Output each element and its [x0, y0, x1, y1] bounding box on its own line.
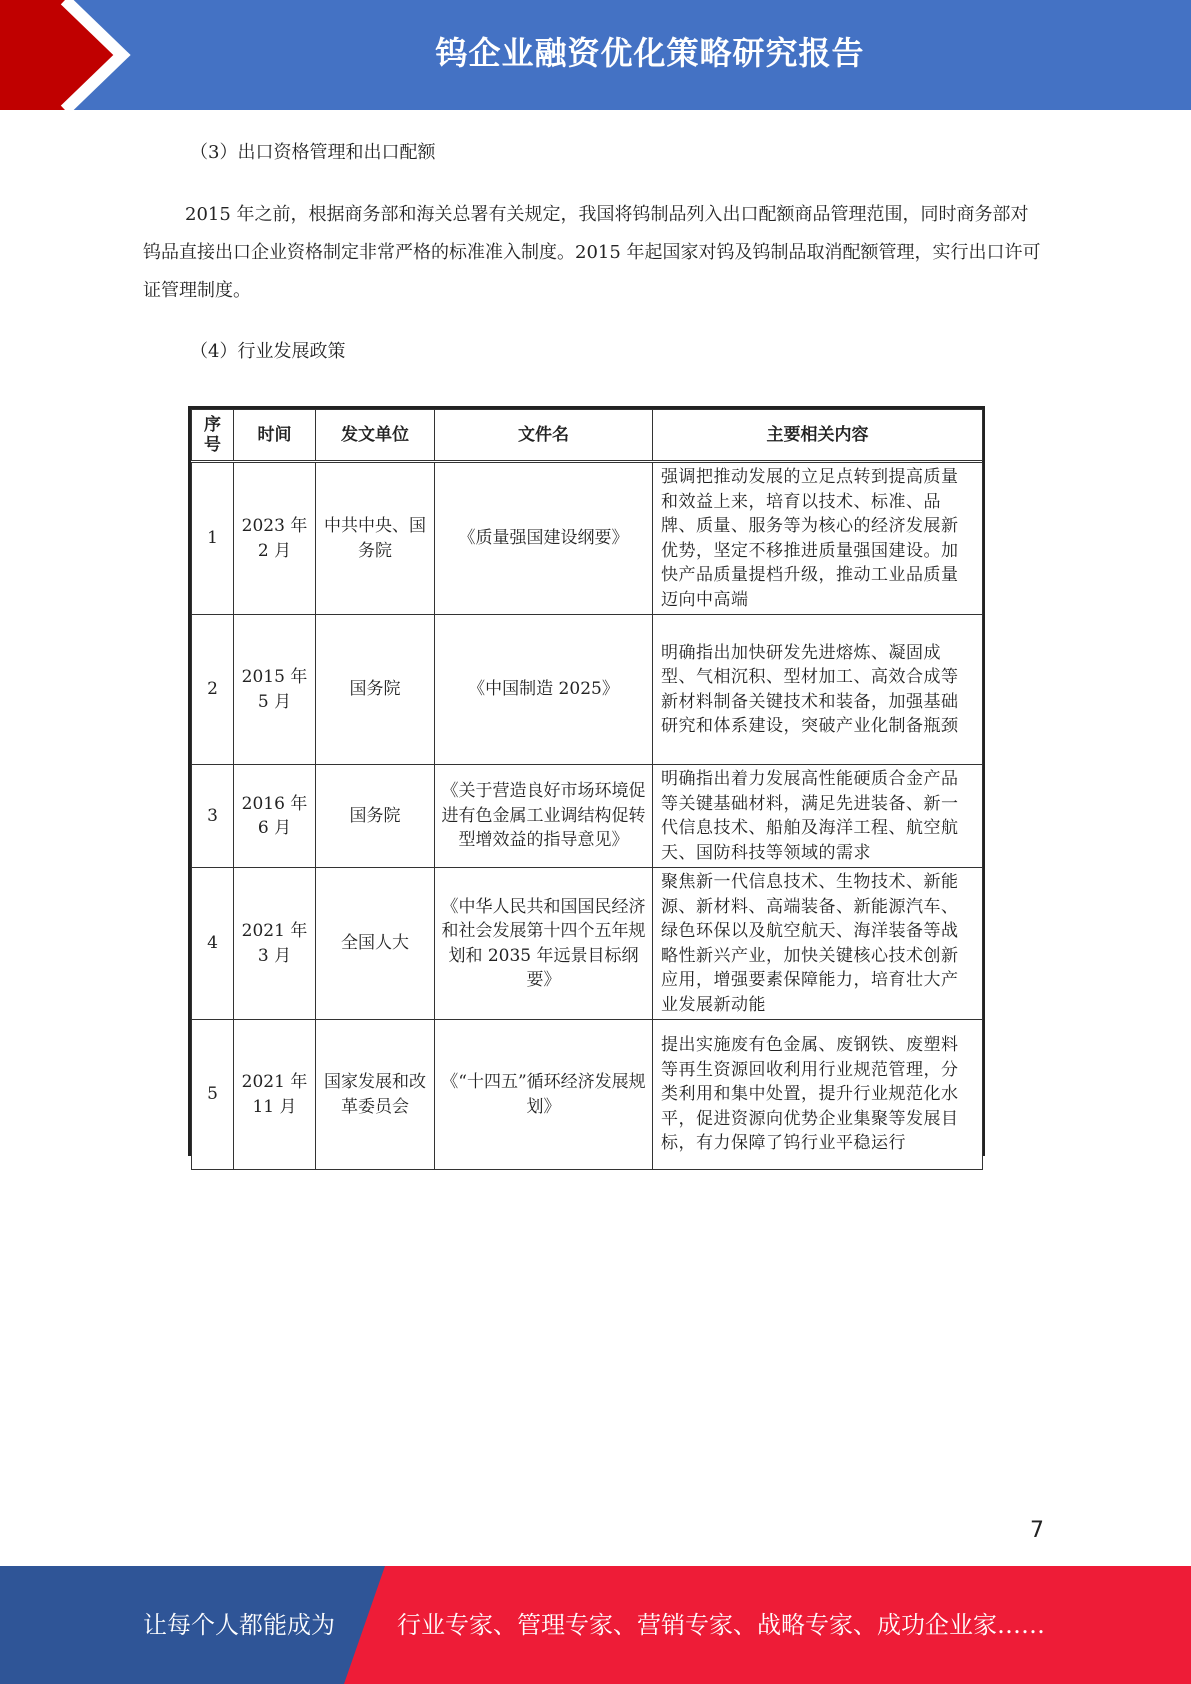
- row-issuer: 中共中央、国务院: [316, 462, 435, 615]
- row-number: 2: [192, 615, 234, 765]
- table-header-row: [192, 410, 983, 462]
- row-number: 4: [192, 868, 234, 1020]
- row-issuer: 国家发展和改革委员会: [316, 1020, 435, 1170]
- row-number: 3: [192, 765, 234, 868]
- row-content: 聚焦新一代信息技术、生物技术、新能源、新材料、高端装备、新能源汽车、绿色环保以及航空航天、海洋装备等战略性新兴产业，加快关键核心技术创新应用，增强要素保障能力，培育壮大产业发展新动能: [653, 868, 983, 1020]
- footer-slogan-left: 让每个人都能成为: [143, 1611, 335, 1639]
- row-content: 明确指出着力发展高性能硬质合金产品等关键基础材料，满足先进装备、新一代信息技术、船舶及海洋工程、航空航天、国防科技等领域的需求: [653, 765, 983, 868]
- header-red-arrow-decoration: [0, 0, 160, 110]
- row-time: 2015 年 5 月: [234, 615, 316, 765]
- footer-slogan-right: 行业专家、管理专家、营销专家、战略专家、成功企业家……: [397, 1611, 1045, 1639]
- row-document: 《中国制造 2025》: [435, 615, 653, 765]
- section-3-body: 2015 年之前，根据商务部和海关总署有关规定，我国将钨制品列入出口配额商品管理范围，同时商务部对钨品直接出口企业资格制定非常严格的标准准入制度。2015 年起国家对钨及钨制品取消配额管理，实行出口许可证管理制度。: [143, 204, 1041, 301]
- page-footer: [0, 1566, 1191, 1684]
- page-number: 7: [1030, 1518, 1044, 1543]
- column-header-issuer: 发文单位: [316, 410, 435, 462]
- row-document: 《中华人民共和国国民经济和社会发展第十四个五年规划和 2035 年远景目标纲要》: [435, 868, 653, 1020]
- row-document: 《关于营造良好市场环境促进有色金属工业调结构促转型增效益的指导意见》: [435, 765, 653, 868]
- row-number: 5: [192, 1020, 234, 1170]
- section-3-heading: （3）出口资格管理和出口配额: [190, 142, 436, 163]
- row-issuer: 国务院: [316, 765, 435, 868]
- column-header-content: 主要相关内容: [653, 410, 983, 462]
- row-time: 2023 年 2 月: [234, 462, 316, 615]
- row-content: 明确指出加快研发先进熔炼、凝固成型、气相沉积、型材加工、高效合成等新材料制备关键技术和装备，加强基础研究和体系建设，突破产业化制备瓶颈: [653, 615, 983, 765]
- table-row: [192, 868, 983, 1020]
- page-header: [0, 0, 1191, 110]
- row-number: 1: [192, 462, 234, 615]
- column-header-document: 文件名: [435, 410, 653, 462]
- row-time: 2021 年 3 月: [234, 868, 316, 1020]
- row-issuer: 国务院: [316, 615, 435, 765]
- policy-table: [191, 409, 983, 1170]
- row-content: 提出实施废有色金属、废钢铁、废塑料等再生资源回收利用行业规范管理，分类利用和集中处置，提升行业规范化水平，促进资源向优势企业集聚等发展目标，有力保障了钨行业平稳运行: [653, 1020, 983, 1170]
- section-4-heading: （4）行业发展政策: [190, 341, 346, 362]
- column-header-no: 序号: [192, 410, 234, 462]
- policy-table-frame: [188, 406, 985, 1156]
- row-content: 强调把推动发展的立足点转到提高质量和效益上来，培育以技术、标准、品牌、质量、服务等为核心的经济发展新优势，坚定不移推进质量强国建设。加快产品质量提档升级，推动工业品质量迈向中高端: [653, 462, 983, 615]
- table-row: [192, 1020, 983, 1170]
- row-document: 《“十四五”循环经济发展规划》: [435, 1020, 653, 1170]
- row-issuer: 全国人大: [316, 868, 435, 1020]
- report-title: 钨企业融资优化策略研究报告: [435, 34, 865, 72]
- column-header-time: 时间: [234, 410, 316, 462]
- row-time: 2016 年 6 月: [234, 765, 316, 868]
- row-time: 2021 年 11 月: [234, 1020, 316, 1170]
- row-document: 《质量强国建设纲要》: [435, 462, 653, 615]
- table-row: [192, 615, 983, 765]
- table-row: [192, 765, 983, 868]
- table-row: [192, 462, 983, 615]
